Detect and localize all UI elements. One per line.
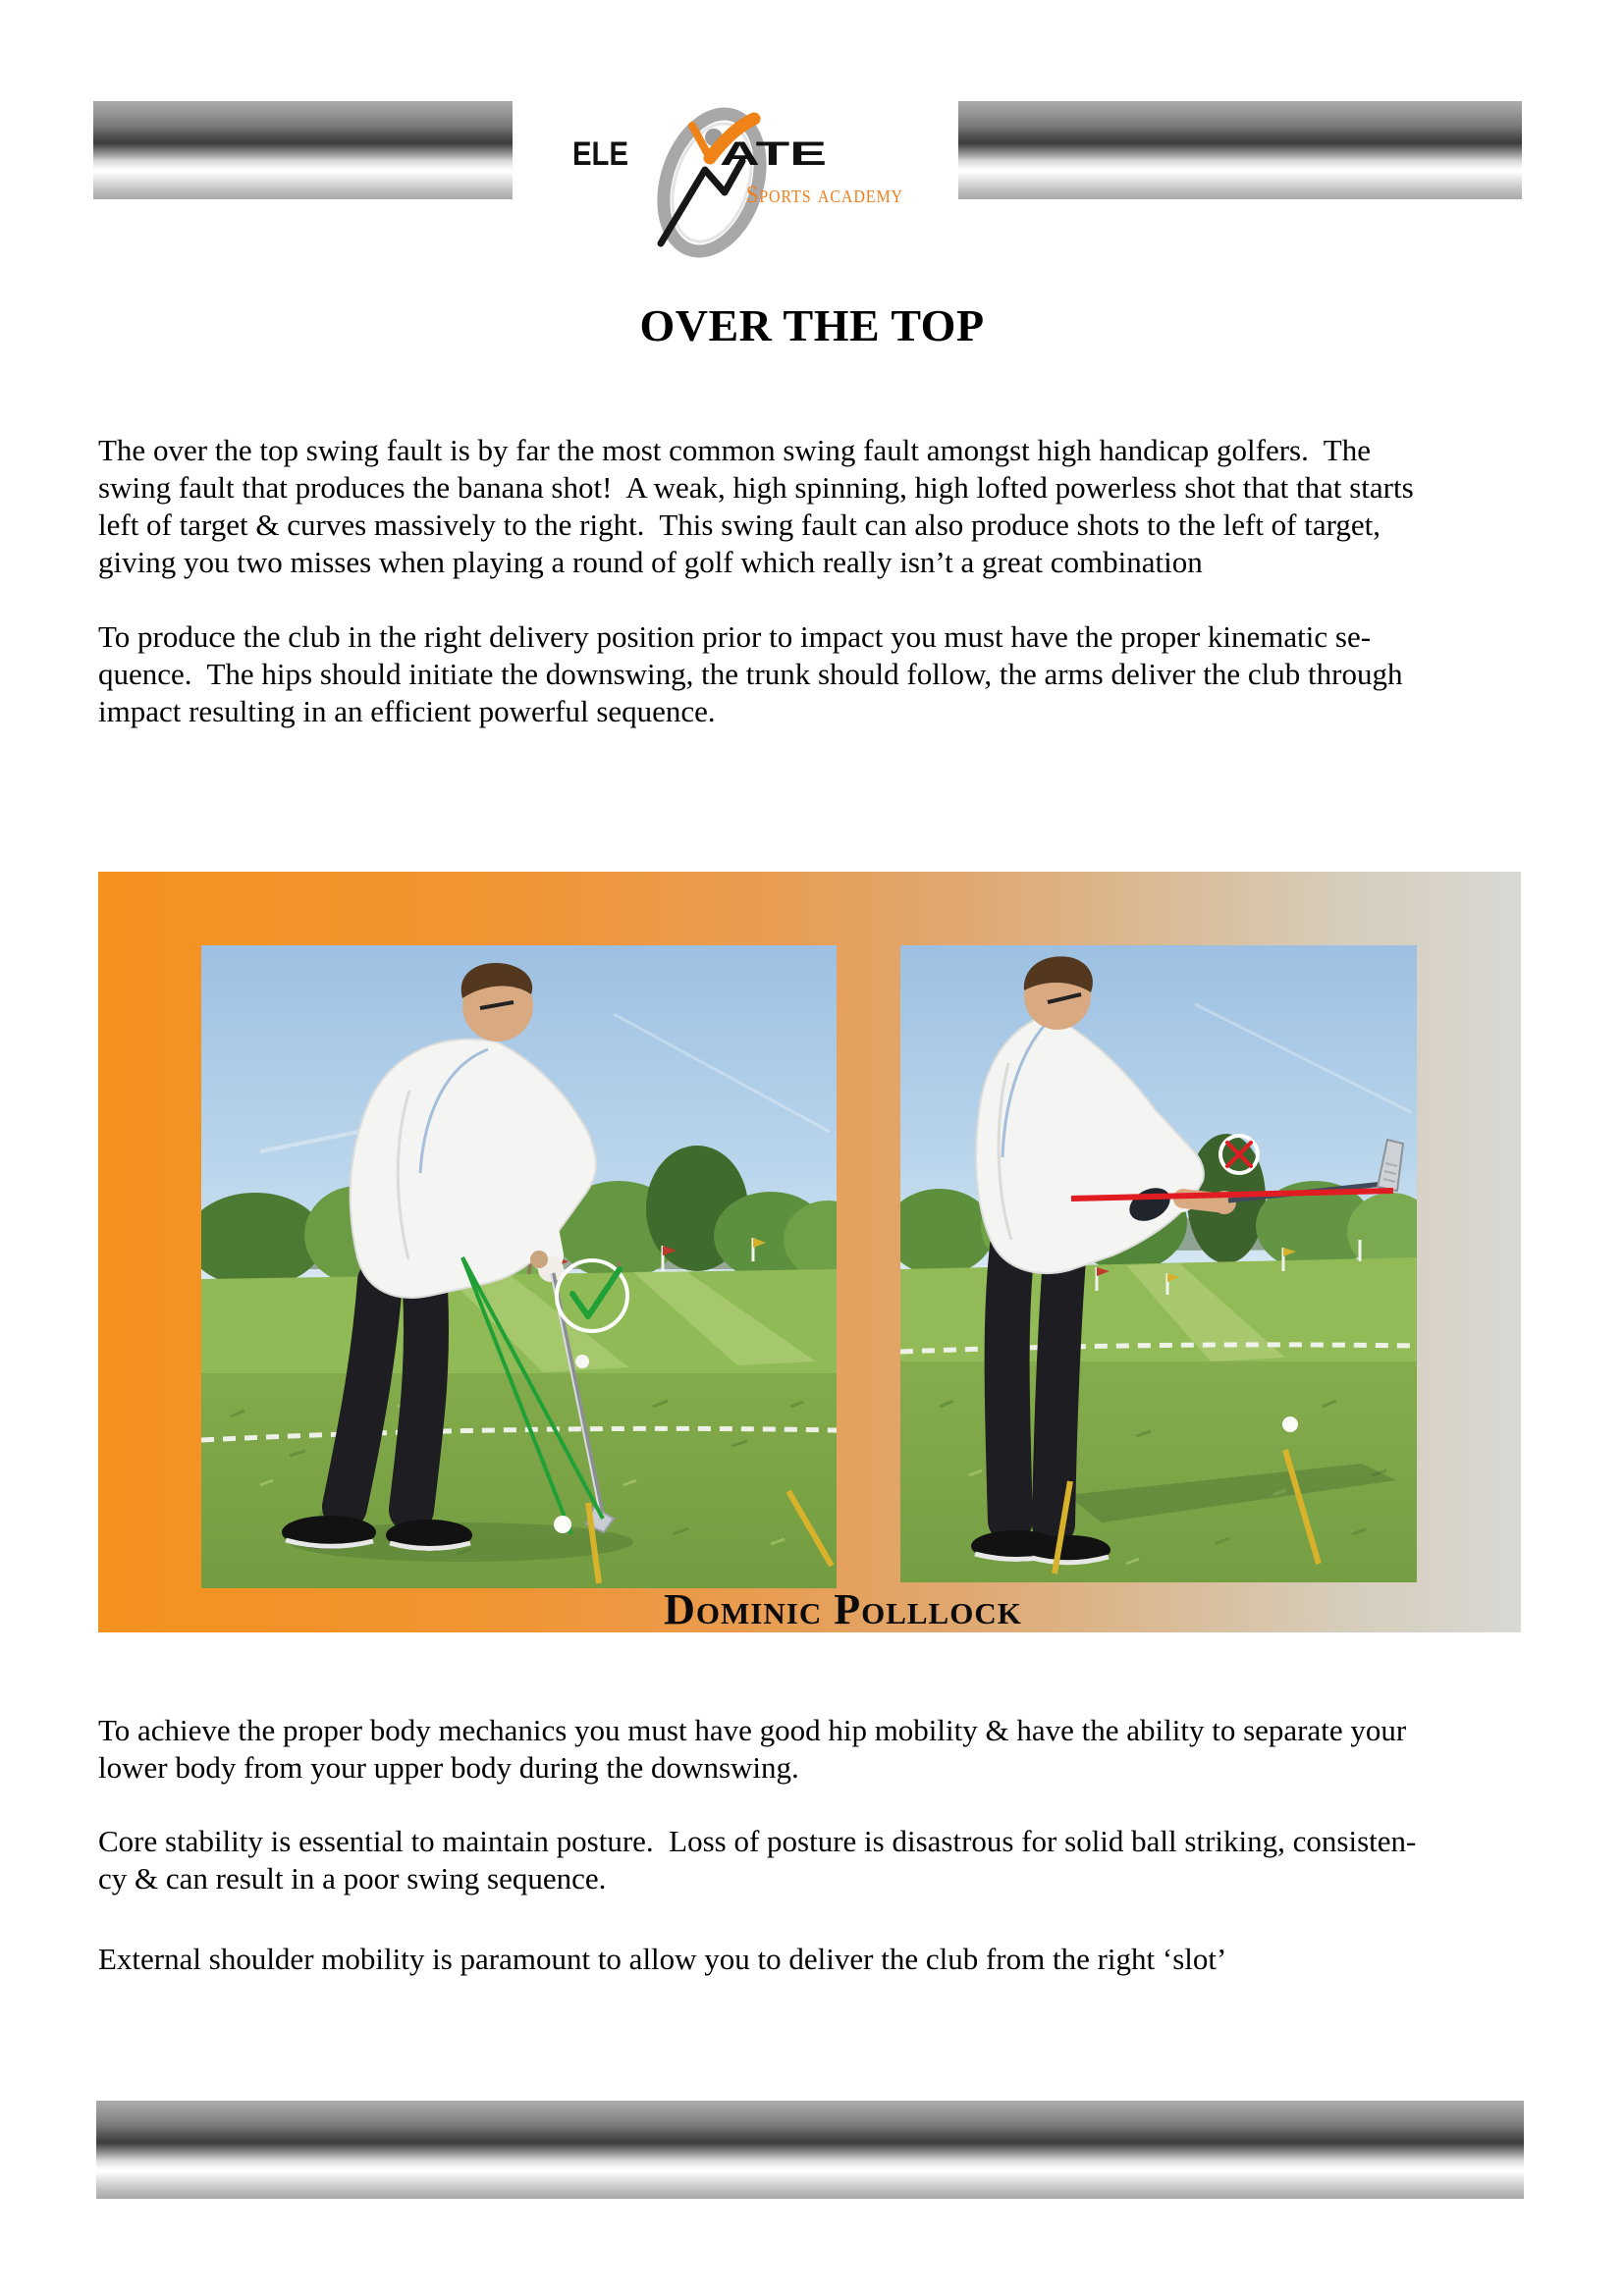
- text-line: To produce the club in the right delivery position prior to impact you must have the proper kinematic se-: [98, 619, 1372, 654]
- body-paragraph-1: [98, 432, 1551, 581]
- text-line: lower body from your upper body during the downswing.: [98, 1750, 799, 1785]
- logo-word-right: ATE: [720, 135, 827, 173]
- text-line: giving you two misses when playing a round of golf which really isn’t a great combination: [98, 545, 1203, 579]
- footer-bar: [96, 2101, 1524, 2199]
- text-line: cy & can result in a poor swing sequence.: [98, 1861, 607, 1896]
- text-line: To achieve the proper body mechanics you must have good hip mobility & have the ability to separate your: [98, 1713, 1407, 1747]
- text-line: quence. The hips should initiate the downswing, the trunk should follow, the arms deliver the club through: [98, 657, 1403, 691]
- body-paragraph-5: [98, 1941, 1551, 1978]
- logo-word-left: ELE: [572, 135, 628, 173]
- page-title: OVER THE TOP: [639, 300, 985, 350]
- header-bar-right: [958, 101, 1522, 199]
- header-bar-left: [93, 101, 513, 199]
- photo-panel: [98, 872, 1521, 1632]
- elevate-logo: [565, 96, 928, 283]
- body-paragraph-4: [98, 1823, 1551, 1897]
- body-paragraph-3: [98, 1712, 1551, 1787]
- text-line: Core stability is essential to maintain posture. Loss of posture is disastrous for solid ball striking, consisten-: [98, 1824, 1417, 1858]
- text-line: The over the top swing fault is by far the most common swing fault amongst high handicap golfers. The: [98, 433, 1372, 467]
- text-line: External shoulder mobility is paramount to allow you to deliver the club from the right ‘slot’: [98, 1942, 1227, 1976]
- golf-ball: [1282, 1416, 1298, 1432]
- body-paragraph-2: [98, 618, 1551, 730]
- text-line: swing fault that produces the banana shot! A weak, high spinning, high lofted powerless shot that that starts: [98, 470, 1414, 505]
- photo-left-good-swing: [201, 945, 837, 1588]
- text-line: impact resulting in an efficient powerful sequence.: [98, 694, 716, 728]
- photo-right-fault-swing: [900, 945, 1417, 1582]
- logo-subtitle: Sports academy: [746, 182, 903, 208]
- photo-caption: Dominic Polllock: [664, 1585, 1022, 1633]
- text-line: left of target & curves massively to the right. This swing fault can also produce shots to the left of target,: [98, 507, 1381, 542]
